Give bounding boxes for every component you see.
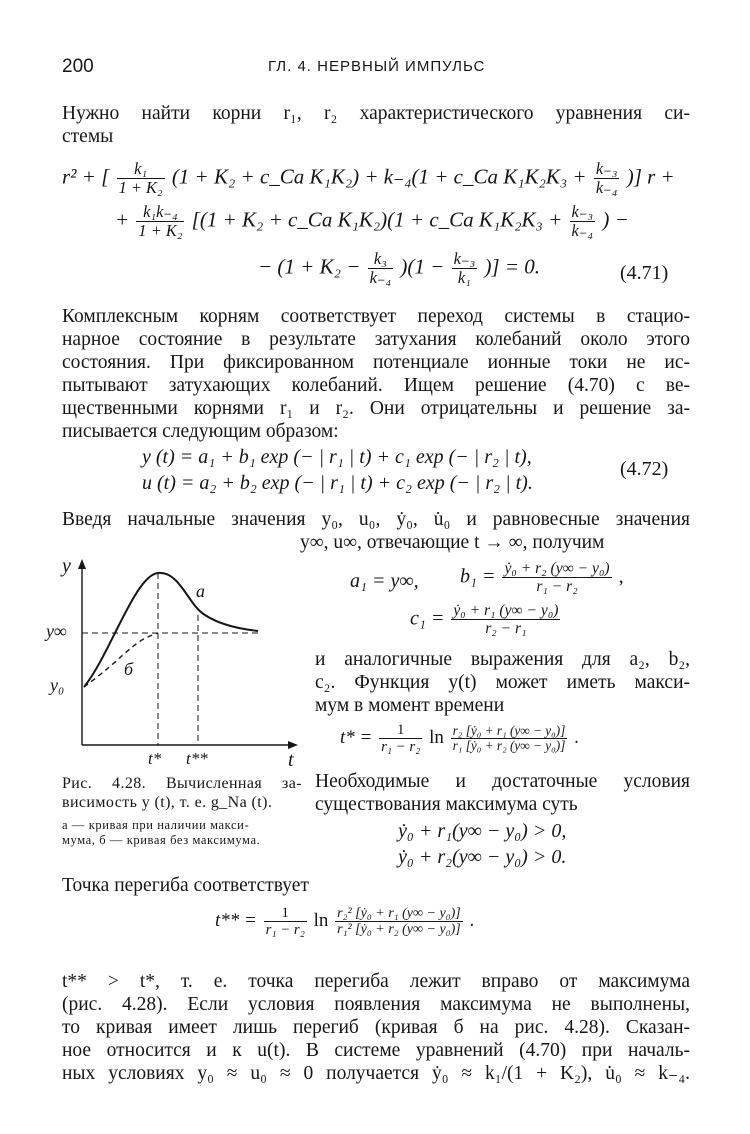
figure-caption-line2: висимость y (t), т. е. g_Na (t). [62, 794, 273, 811]
para2-line: пытывают затухающих колебаний. Ищем решение (4.70) с ве- [62, 375, 690, 396]
figure-plot [40, 555, 310, 770]
eq471-line3-frac1 [368, 250, 394, 287]
para7-line: ное относится и к u(t). В системе уравнений (4.70) при началь- [62, 1040, 690, 1061]
tstarstar-frac1-num: 1 [264, 905, 307, 922]
figure-tstarstar-label: t** [186, 749, 208, 768]
para2-line: нарное состояние в результате затухания колебаний около этого [62, 329, 690, 350]
coeff-b1-frac [502, 560, 611, 595]
eq471-line3-c: )] = 0. [484, 254, 541, 279]
tstarstar-formula [215, 905, 474, 939]
tstar-frac2-num: r₂ [ẏ₀ + r₁ (y∞ − y₀)] [452, 722, 566, 738]
x-axis-arrow [288, 741, 298, 749]
tstarstar-frac2-den: r₁² [ẏ₀ + r₂ (y∞ − y₀)] [337, 921, 461, 938]
tstar-formula [340, 722, 579, 756]
eq471-line1-a: r² + [ [62, 164, 110, 189]
para1-line2: стемы [62, 126, 114, 147]
eq471-line2-a: + [115, 207, 130, 232]
eq471-line1-frac2-den: k₋₄ [595, 178, 618, 198]
figure-note-line1: a — кривая при наличии макси- [62, 818, 250, 832]
coeff-b1-num: ẏ₀ + r₂ (y∞ − y₀) [504, 560, 610, 577]
para4-line: c₂. Функция y(t) может иметь макси- [315, 672, 690, 693]
figure-y-label: y [62, 555, 71, 577]
para7-line: t** > t*, т. е. точка перегиба лежит вправо от максимума [62, 971, 690, 992]
eq471-line1-b: (1 + K₂ + c_Ca K₁K₂) + k₋₄(1 + c_Ca K₁K₂K₃ + [171, 164, 587, 189]
figure-x-label: t [288, 749, 294, 771]
tstar-tail: . [574, 727, 579, 749]
figure-tstar-label: t* [148, 749, 162, 768]
tstar-frac1 [379, 722, 422, 756]
para3-line2: y∞, u∞, отвечающие t → ∞, получим [300, 532, 605, 553]
eq471-line2-frac1-den: 1 + K₂ [138, 221, 183, 241]
eq471-line1-frac1-den: 1 + K₂ [118, 178, 163, 198]
coeff-c1-den: r₂ − r₁ [485, 620, 527, 638]
para4-line: мум в момент времени [315, 695, 505, 716]
tstarstar-frac2-num: r₂² [ẏ₀ + r₁ (y∞ − y₀)] [337, 904, 461, 921]
tstar-frac2-den: r₁ [ẏ₀ + r₂ (y∞ − y₀)] [452, 738, 566, 754]
eq471-line3-b: )(1 − [400, 254, 445, 279]
condition-2: ẏ₀ + r₂(y∞ − y₀) > 0. [398, 846, 567, 868]
tstarstar-frac2 [335, 906, 463, 938]
tstarstar-tail: . [469, 910, 475, 932]
eq471-line2-c: ) − [602, 207, 629, 232]
tstar-frac1-den: r₁ − r₂ [381, 739, 421, 756]
coeff-c1-lhs: c₁ = [410, 607, 445, 630]
eq472-number: (4.72) [620, 458, 669, 480]
para5-line2: существования максимума суть [315, 794, 578, 815]
coeff-c1-frac [451, 602, 560, 637]
tstarstar-ln: ln [313, 910, 329, 932]
eq471-line3-a: − (1 + K₂ − [258, 254, 361, 279]
eq471-line1-frac2 [594, 160, 620, 197]
para7-line: ных условиях y₀ ≈ u₀ ≈ 0 получается ẏ₀ ≈ k₁/(1 + K₂), u̇₀ ≈ k₋₄. [62, 1063, 690, 1084]
eq472-line1: y (t) = a₁ + b₁ exp (− | r₁ | t) + c₁ exp (− | r₂ | t), [142, 446, 532, 468]
eq471-line2-b: [(1 + K₂ + c_Ca K₁K₂)(1 + c_Ca K₁K₂K₃ + [191, 207, 563, 232]
para2-line: состояния. При фиксированном потенциале ионные токи не ис- [62, 352, 690, 373]
eq471-line1-frac1-num: k₁ [117, 160, 165, 179]
tstar-frac2 [451, 724, 568, 754]
eq471-line3-frac2-den: k₁ [457, 268, 471, 288]
eq471-line3-frac1-num: k₃ [368, 250, 394, 269]
figure-curve-b-label: б [124, 659, 134, 679]
eq471-line3 [258, 250, 540, 287]
coeff-b1 [460, 560, 624, 595]
figure-note-line2: мума, б — кривая без максимума. [62, 832, 261, 847]
figure-curve-a-label: a [196, 581, 205, 601]
eq471-line2-frac1 [136, 203, 184, 240]
eq471-line2-frac2-num: k₋₃ [571, 202, 594, 221]
page-number: 200 [62, 56, 94, 77]
para1-line1: Нужно найти корни r₁, r₂ характеристического уравнения си- [62, 103, 690, 124]
tstar-frac1-num: 1 [379, 722, 422, 739]
para2-line: Комплексным корням соответствует переход системы в стацио- [62, 306, 690, 327]
eq471-line1-frac2-num: k₋₃ [595, 159, 618, 178]
para2-line: писывается следующим образом: [62, 421, 339, 442]
figure-note [62, 818, 302, 847]
curve-b [84, 633, 158, 687]
eq472-line2: u (t) = a₂ + b₂ exp (− | r₁ | t) + c₂ exp (− | r₂ | t). [142, 472, 533, 494]
eq471-line3-frac1-den: k₋₄ [369, 268, 392, 288]
running-title: ГЛ. 4. НЕРВНЫЙ ИМПУЛЬС [268, 58, 486, 75]
tstar-ln: ln [429, 727, 444, 749]
para4-line: и аналогичные выражения для a₂, b₂, [315, 649, 690, 670]
eq471-line3-frac2-num: k₋₃ [453, 249, 476, 268]
eq471-line2-frac2 [570, 203, 596, 240]
para3-line1: Введя начальные значения y₀, u₀, ẏ₀, u̇₀ и равновесные значения [62, 509, 690, 530]
eq471-line2 [115, 203, 629, 240]
para7-line: (рис. 4.28). Если условия появления максимума не выполнены, [62, 994, 690, 1015]
coeff-a1: a₁ = y∞, [350, 570, 419, 592]
figure-caption-line1: Рис. 4.28. Вычисленная за- [62, 775, 302, 792]
eq471-line1 [62, 160, 675, 197]
eq471-line2-frac2-den: k₋₄ [571, 221, 594, 241]
para6-line1: Точка перегиба соответствует [62, 875, 309, 896]
eq471-line1-c: )] r + [626, 164, 675, 189]
eq471-line2-frac1-num: k₁k₋₄ [136, 203, 184, 222]
coeff-b1-lhs: b₁ = [460, 565, 496, 588]
para7-line: то кривая имеет лишь перегиб (кривая б на рис. 4.28). Сказан- [62, 1017, 690, 1038]
coeff-b1-den: r₁ − r₂ [536, 578, 578, 596]
eq471-line3-frac2 [452, 250, 478, 287]
figure-4-28 [40, 555, 310, 770]
y-axis-arrow [78, 559, 86, 569]
figure-yinf-label: y∞ [46, 621, 67, 641]
eq471-number: (4.71) [620, 262, 669, 284]
condition-1: ẏ₀ + r₁(y∞ − y₀) > 0, [398, 820, 567, 842]
tstar-lhs: t* = [340, 727, 378, 749]
coeff-c1 [410, 602, 562, 637]
para5-line1: Необходимые и достаточные условия [315, 771, 690, 792]
tstarstar-lhs: t** = [215, 910, 262, 932]
tstarstar-frac1-den: r₁ − r₂ [265, 922, 305, 939]
curve-a [84, 573, 258, 687]
coeff-c1-num: ẏ₀ + r₁ (y∞ − y₀) [453, 602, 559, 619]
coeff-b1-tail: , [618, 565, 624, 588]
figure-caption [62, 774, 302, 812]
figure-y0-label: y₀ [50, 675, 65, 695]
tstarstar-frac1 [264, 905, 307, 939]
eq471-line1-frac1 [117, 160, 165, 197]
para2-line: щественными корнями r₁ и r₂. Они отрицательны и решение за- [62, 398, 690, 419]
